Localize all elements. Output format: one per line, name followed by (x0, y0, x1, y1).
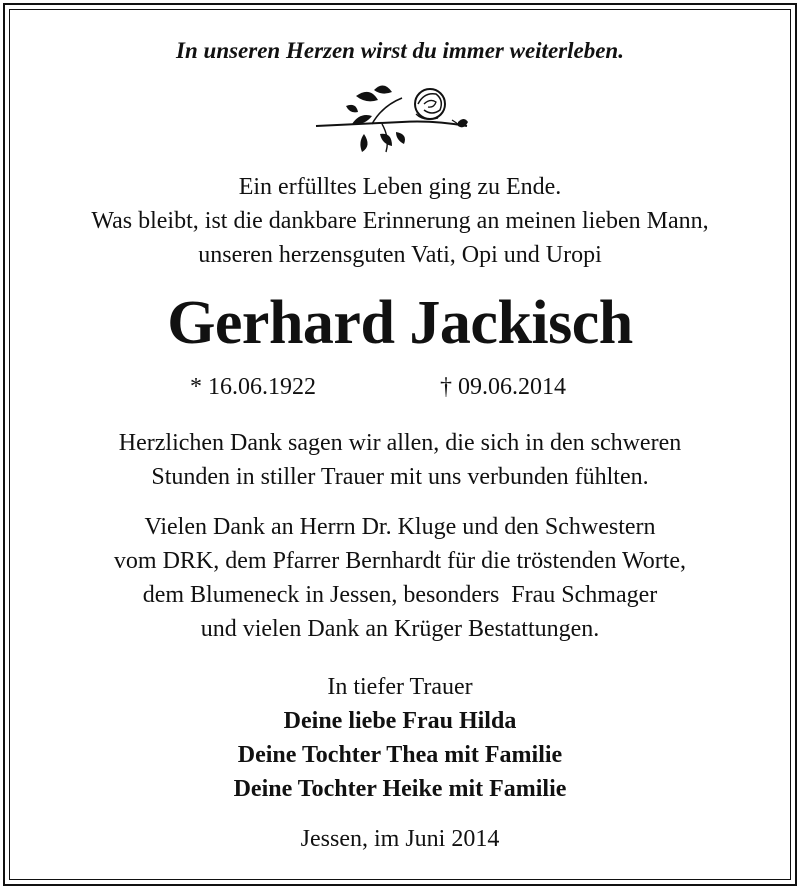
place-date: Jessen, im Juni 2014 (300, 826, 500, 852)
thanks-paragraph-1 (0, 426, 800, 494)
mourning-intro: In tiefer Trauer (327, 674, 473, 700)
thanks-line: Herzlichen Dank sagen wir allen, die sich in den schweren (118, 430, 682, 456)
signer: Deine liebe Frau Hilda (283, 708, 517, 734)
rose-icon (312, 76, 472, 156)
motto: In unseren Herzen wirst du immer weiterleben. (176, 38, 624, 63)
thanks-line: dem Blumeneck in Jessen, besonders Frau Schmager (142, 582, 658, 608)
death-date: † 09.06.2014 (440, 374, 566, 400)
thanks-paragraph-2 (0, 510, 800, 646)
intro-line: unseren herzensguten Vati, Opi und Uropi (198, 242, 602, 268)
birth-date: * 16.06.1922 (190, 374, 316, 400)
thanks-line: vom DRK, dem Pfarrer Bernhardt für die tröstenden Worte, (113, 548, 687, 574)
thanks-line: Vielen Dank an Herrn Dr. Kluge und den Schwestern (144, 514, 656, 540)
mourning-block (0, 670, 800, 806)
intro-text (0, 170, 800, 272)
signer: Deine Tochter Heike mit Familie (233, 776, 567, 802)
deceased-name: Gerhard Jackisch (167, 289, 633, 357)
signer: Deine Tochter Thea mit Familie (237, 742, 563, 768)
thanks-line: Stunden in stiller Trauer mit uns verbunden fühlten. (151, 464, 649, 490)
intro-line: Ein erfülltes Leben ging zu Ende. (238, 174, 562, 200)
intro-line: Was bleibt, ist die dankbare Erinnerung an meinen lieben Mann, (91, 208, 709, 234)
thanks-line: und vielen Dank an Krüger Bestattungen. (200, 616, 600, 642)
